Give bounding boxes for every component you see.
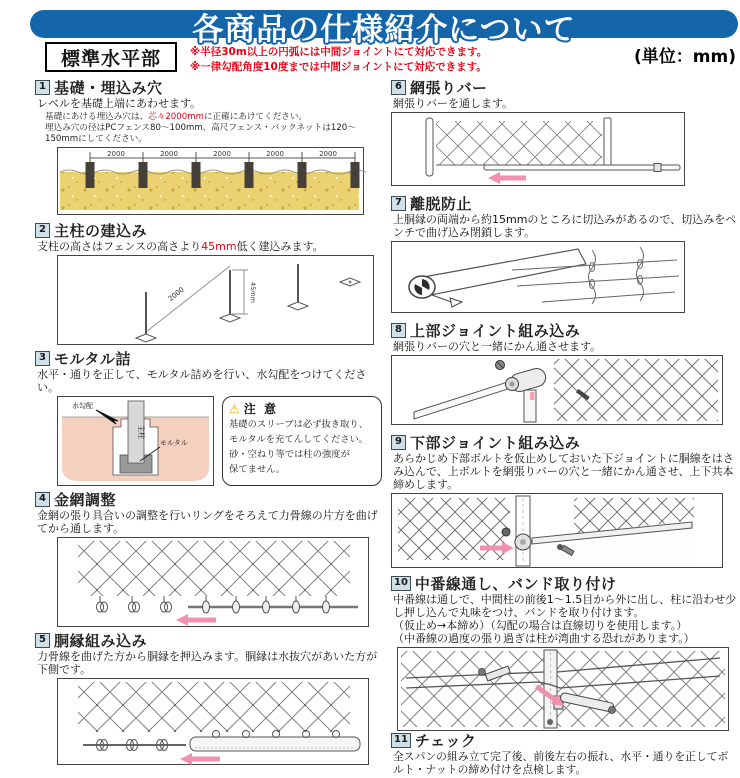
- section-desc: 網張りバーの穴と一緒にかん通させます。: [393, 340, 602, 353]
- section-detach-prevention: [391, 194, 738, 313]
- header-note-2: ※一律勾配角度10度までは中間ジョイントにて対応できます。: [190, 61, 487, 73]
- section-desc: 支柱の高さはフェンスの高さより45mm低く建込みます。: [37, 240, 324, 253]
- header-notes: [190, 45, 487, 75]
- rail-install-diagram-svg: [58, 679, 368, 764]
- dim-label: 2000: [213, 150, 231, 158]
- lower-joint-diagram: [391, 493, 723, 568]
- warning-icon: ⚠: [229, 402, 242, 416]
- section-lower-joint: [391, 433, 738, 568]
- section-number-badge: 8: [391, 323, 406, 338]
- section-mortar-fill: [35, 349, 387, 486]
- lower-joint-diagram-svg: [392, 494, 722, 567]
- offset-label: 45mm: [249, 282, 257, 303]
- section-title: 網張りバー: [410, 78, 488, 97]
- tension-bar-diagram-svg: [392, 113, 684, 185]
- mortar-diagram: [57, 396, 214, 486]
- page-title: 各商品の仕様紹介について: [192, 12, 576, 48]
- section-title: 主柱の建込み: [54, 221, 148, 240]
- dim-label: 2000: [107, 150, 125, 158]
- header-note-1: ※半径30m以上の円弧には中間ジョイントにて対応できます。: [190, 46, 488, 58]
- rail-install-diagram: [57, 678, 369, 765]
- post-erection-diagram-svg: [58, 256, 373, 344]
- section-check: [391, 731, 738, 776]
- dim-label: 2000: [160, 150, 178, 158]
- title-banner: [30, 10, 738, 48]
- post-erection-diagram: [57, 255, 374, 345]
- detach-prevention-diagram: [391, 241, 685, 313]
- foundation-diagram: [57, 147, 364, 215]
- section-desc: 水平・通りを正して、モルタル詰めを行い、水勾配をつけてください。: [37, 368, 367, 394]
- section-number-badge: 2: [35, 223, 50, 238]
- section-number-badge: 3: [35, 351, 50, 366]
- section-number-badge: 10: [391, 576, 411, 591]
- section-desc: 上胴縁の両端から約15mmのところに切込みがあるので、切込みをペンチで曲げ込み閉鎖します。: [393, 213, 737, 239]
- section-rail-install: [35, 631, 387, 765]
- section-mesh-adjust: [35, 490, 387, 627]
- section-desc: あらかじめ下部ボルトを仮止めしておいた下ジョイントに胴線をはさみ込んで、上ボルトを網張りバーの穴と一緒にかん通させ、上下共本締めします。: [393, 452, 734, 491]
- section-desc: 網張りバーを通します。: [393, 97, 514, 110]
- mesh-adjust-diagram-svg: [58, 538, 368, 626]
- section-title: 金網調整: [54, 490, 117, 509]
- pink-highlight: [530, 392, 535, 400]
- direction-arrow-icon: [488, 172, 526, 184]
- right-column: [391, 78, 738, 778]
- mortar-diagram-svg: [58, 397, 213, 485]
- left-column: [35, 78, 387, 765]
- direction-arrow-icon: [180, 753, 220, 765]
- section-tension-bar: [391, 78, 738, 186]
- dim-label: 2000: [319, 150, 337, 158]
- tension-bar-diagram: [391, 112, 685, 186]
- mid-wire-band-diagram-svg: [398, 648, 728, 730]
- section-title: 上部ジョイント組み込み: [410, 321, 581, 340]
- section-number-badge: 5: [35, 633, 50, 648]
- section-number-badge: 7: [391, 196, 406, 211]
- section-desc: 中番線は通しで、中間柱の前後1〜1.5目から外に出し、柱に沿わせ少し押し込んで丸味をつけ、バンドを取り付けます。 （仮止め→本締め）（勾配の場合は直線切りを使用します。） （中番線の過度の張り過ぎは柱が湾曲する恐れがあります。）: [393, 593, 737, 645]
- part-label-box: [45, 42, 177, 72]
- direction-arrow-icon: [176, 614, 216, 626]
- span-label: 2000: [166, 285, 186, 303]
- section-title: モルタル詰: [54, 349, 131, 368]
- foundation-diagram-svg: [58, 148, 363, 214]
- mid-wire-band-diagram: [397, 647, 729, 731]
- warning-box: ⚠ 注 意 基礎のスリーブは必ず抜き取り、 モルタルを充てんしてください。 砂・空ねり等では柱の強度が 保てません。: [222, 396, 382, 486]
- section-number-badge: 11: [391, 733, 411, 748]
- section-number-badge: 6: [391, 80, 406, 95]
- section-title: 下部ジョイント組み込み: [410, 433, 581, 452]
- slope-label: 水勾配: [72, 402, 93, 410]
- warning-title: 注 意: [243, 402, 278, 416]
- section-title: 胴縁組み込み: [54, 631, 148, 650]
- part-label: 標準水平部: [60, 47, 161, 70]
- section-foundation-holes: [35, 78, 387, 215]
- section-desc: レベルを基礎上端にあわせます。: [37, 97, 202, 110]
- section-title: 離脱防止: [410, 194, 473, 213]
- unit-label: (単位：mm): [634, 47, 736, 67]
- section-desc: 全スパンの組み立て完了後、前後左右の振れ、水平・通りを正してボルト・ナットの締め付けを点検します。: [393, 750, 729, 776]
- section-notes: 基礎にあける埋込み穴は、芯々2000mmに正確にあけてください。 埋込み穴の径はPCフェンス80〜100mm、高尺フェンス・バックネットは120〜150mmにしてください。: [45, 112, 356, 144]
- section-post-erection: [35, 221, 387, 345]
- section-desc: 力骨線を曲げた方から胴縁を押込みます。胴縁は水抜穴があいた方が下側です。: [37, 650, 378, 676]
- section-upper-joint: [391, 321, 738, 425]
- section-title: 中番線通し、バンド取り付け: [414, 574, 617, 593]
- dim-label: 2000: [266, 150, 284, 158]
- upper-joint-diagram: [391, 355, 723, 425]
- section-number-badge: 4: [35, 492, 50, 507]
- mesh-adjust-diagram: [57, 537, 369, 627]
- section-mid-wire-band: [391, 574, 738, 731]
- section-desc: 金網の張り具合いの調整を行いリングをそろえて力骨線の片方を曲げてから通します。: [37, 509, 378, 535]
- section-number-badge: 9: [391, 435, 406, 450]
- section-title: 基礎・埋込み穴: [54, 78, 163, 97]
- section-title: チェック: [414, 731, 477, 750]
- detach-prevention-diagram-svg: [392, 242, 684, 312]
- post-label: 主柱: [137, 425, 145, 439]
- section-number-badge: 1: [35, 80, 50, 95]
- mortar-label: モルタル: [160, 439, 188, 447]
- upper-joint-diagram-svg: [392, 356, 722, 424]
